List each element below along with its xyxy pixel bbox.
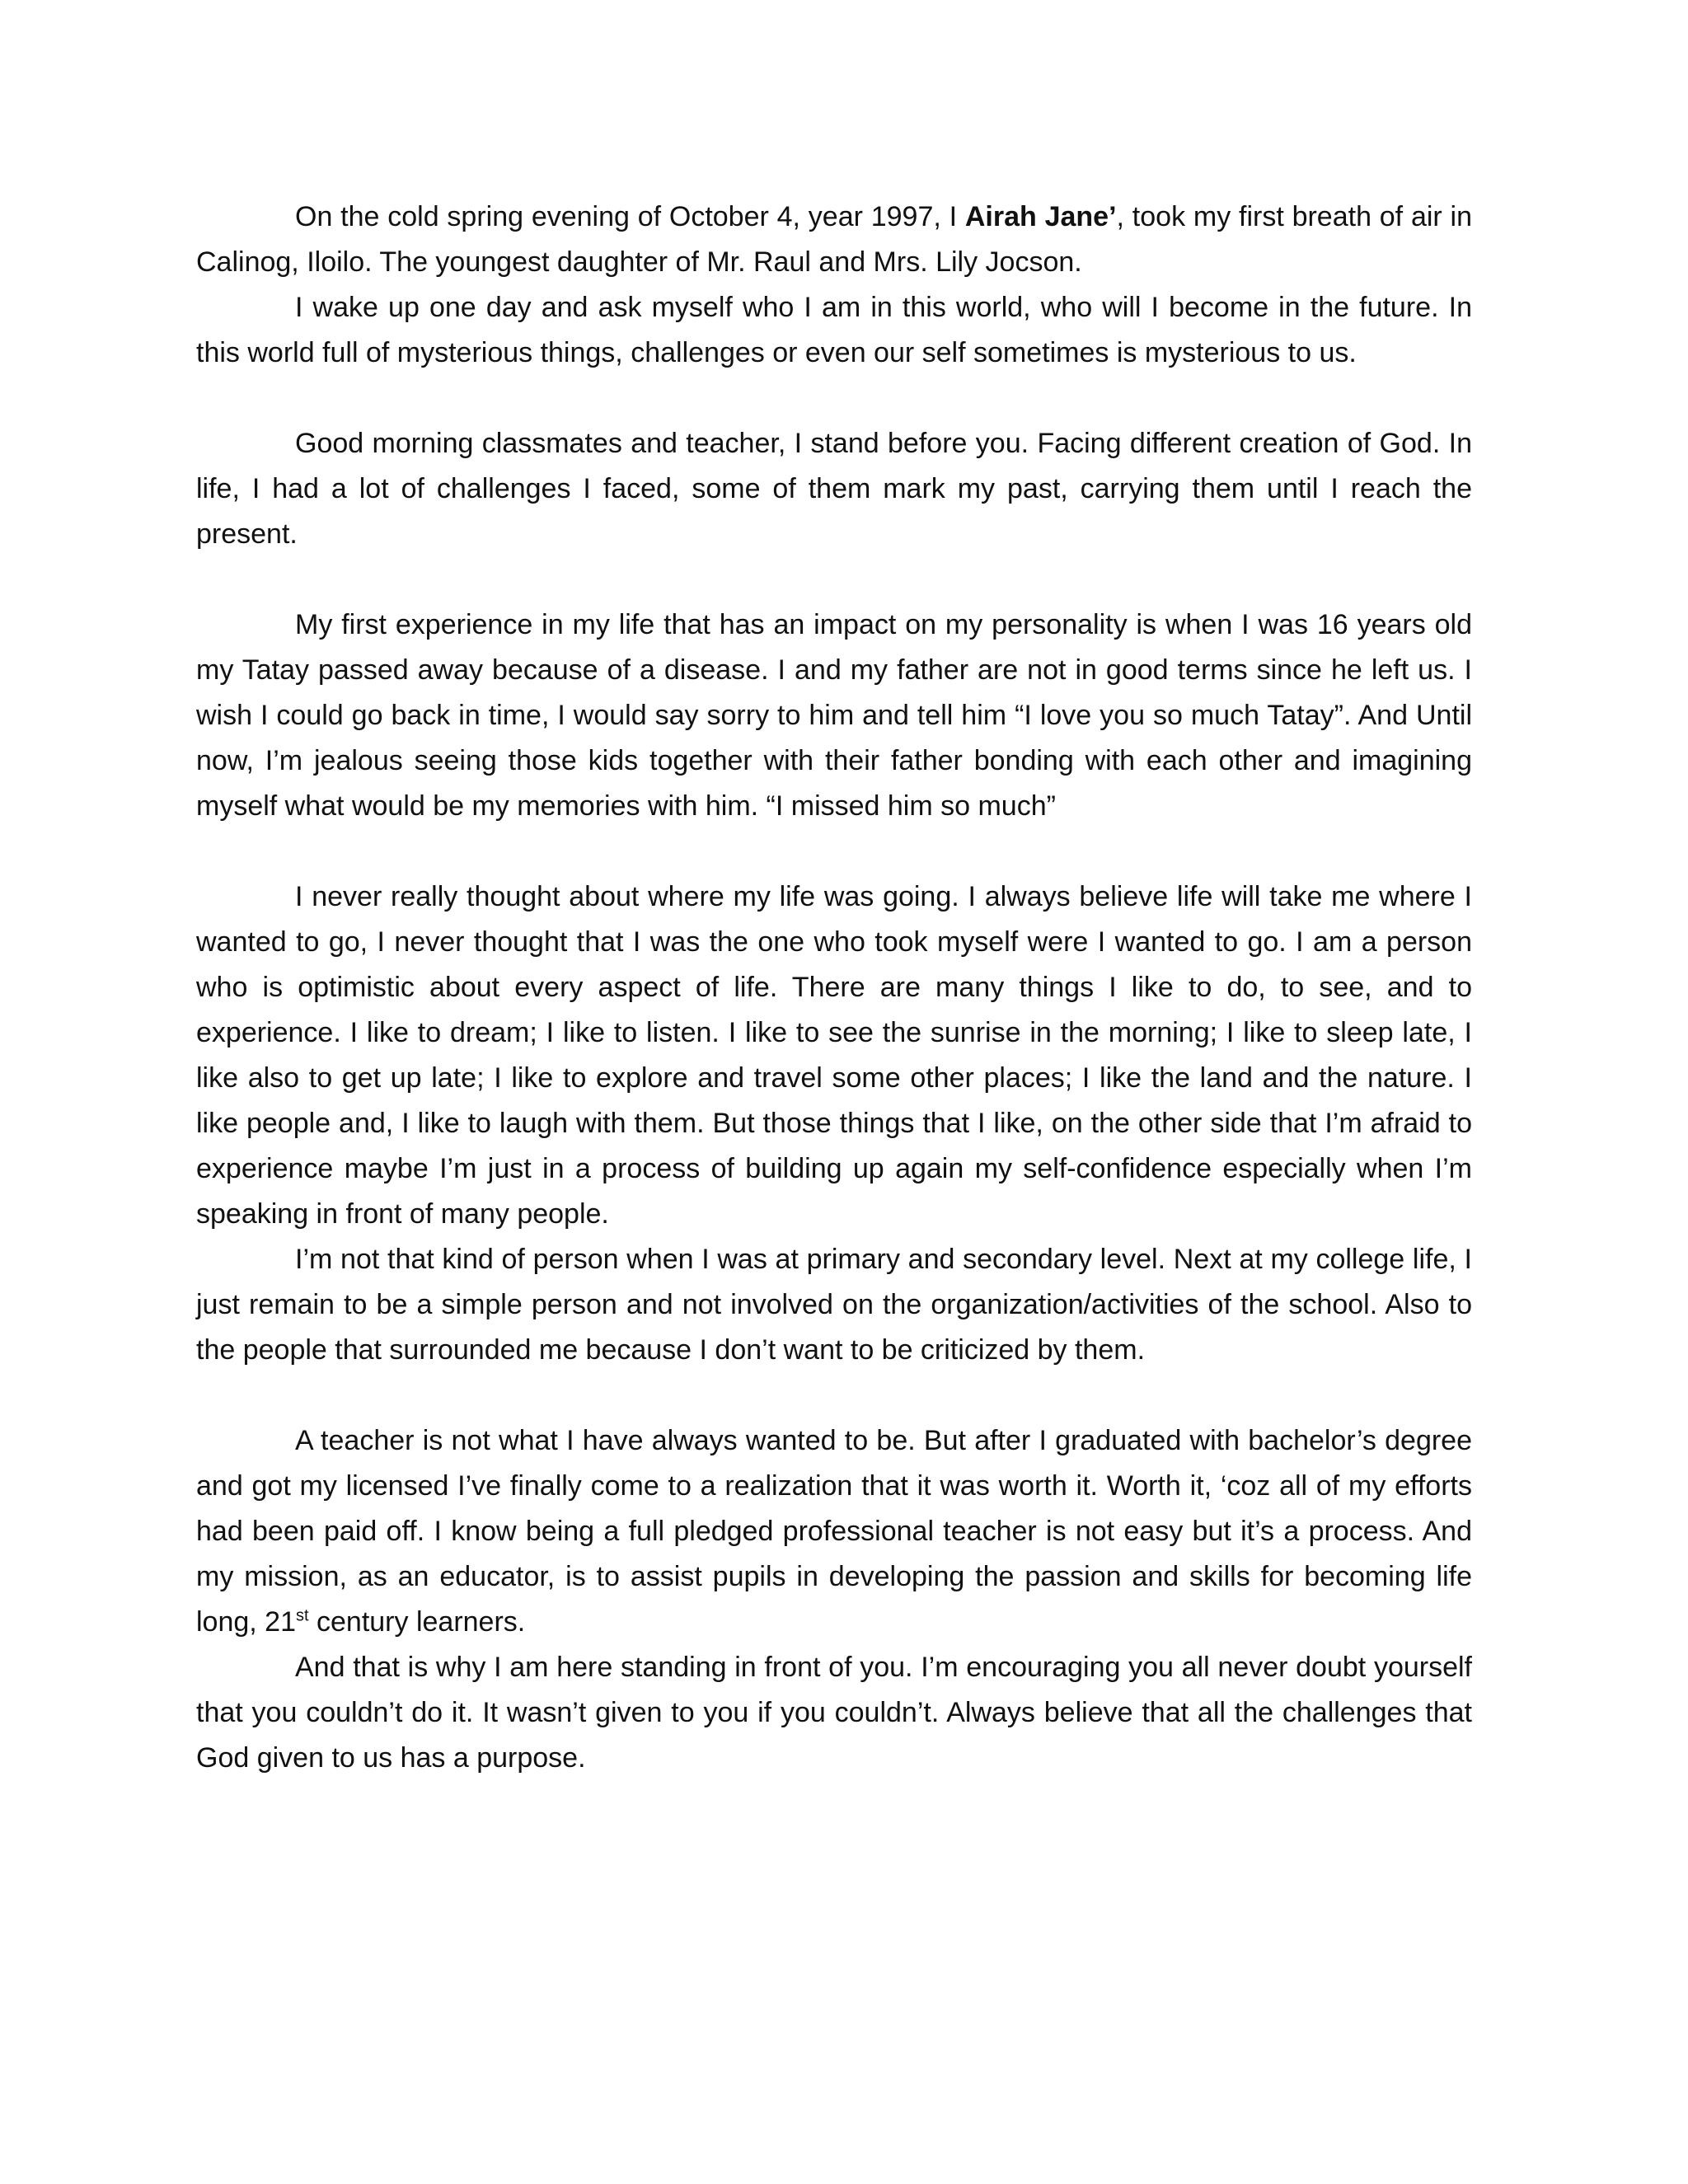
paragraph-teacher-end: century learners. bbox=[308, 1606, 526, 1638]
paragraph-birth bbox=[196, 194, 1472, 285]
author-name: Airah Jane’ bbox=[964, 201, 1117, 232]
paragraph-spacer bbox=[196, 376, 1472, 421]
paragraph-teacher-text: A teacher is not what I have always wanted to be. But after I graduated with bachelor’s degree and got my licensed I’ve finally come to a realization that it was worth it. Worth it, ‘coz all of my efforts had been paid off. I know being a full pledged professional teacher is not easy but it’s a process. And my mission, as an educator, is to assist pupils in developing the passion and skills for becoming life long, 21 bbox=[196, 1425, 1472, 1638]
paragraph-greeting: Good morning classmates and teacher, I stand before you. Facing different creation of God. In life, I had a lot of challenges I faced, some of them mark my past, carrying them until I reach the present. bbox=[196, 428, 1472, 550]
document-body bbox=[196, 194, 1472, 1781]
paragraph-first-experience: My first experience in my life that has an impact on my personality is when I was 16 years old my Tatay passed away because of a disease. I and my father are not in good terms since he left us. I wish I could go back in time, I would say sorry to him and tell him “I love you so much Tatay”. And Until now, I’m jealous seeing those kids together with their father bonding with each other and imagining myself what would be my memories with him. “I missed him so much” bbox=[196, 609, 1472, 822]
paragraph-closing: And that is why I am here standing in front of you. I’m encouraging you all never doubt yourself that you couldn’t do it. It wasn’t given to you if you couldn’t. Always believe that all the challenges that God given to us has a purpose. bbox=[196, 1652, 1472, 1774]
paragraph-birth-rest: , took my first breath of air in Calinog, Iloilo. The youngest daughter of Mr. Raul and Mrs. Lily Jocson. bbox=[196, 201, 1472, 278]
paragraph-spacer bbox=[196, 557, 1472, 602]
paragraph-reflection: I wake up one day and ask myself who I am in this world, who will I become in the future. In this world full of mysterious things, challenges or even our self sometimes is mysterious to us. bbox=[196, 292, 1472, 368]
paragraph-life-direction: I never really thought about where my life was going. I always believe life will take me where I wanted to go, I never thought that I was the one who took myself were I wanted to go. I am a person who is optimistic about every aspect of life. There are many things I like to do, to see, and to experience. I like to dream; I like to listen. I like to see the sunrise in the morning; I like to sleep late, I like also to get up late; I like to explore and travel some other places; I like the land and the nature. I like people and, I like to laugh with them. But those things that I like, on the other side that I’m afraid to experience maybe I’m just in a process of building up again my self-confidence especially when I’m speaking in front of many people. bbox=[196, 881, 1472, 1230]
paragraph-teacher bbox=[196, 1418, 1472, 1645]
paragraph-spacer bbox=[196, 1373, 1472, 1418]
paragraph-birth-intro: On the cold spring evening of October 4, year 1997, I bbox=[295, 201, 965, 232]
paragraph-school-life: I’m not that kind of person when I was at primary and secondary level. Next at my college life, I just remain to be a simple person and not involved on the organization/activities of the school. Also to the people that surrounded me because I don’t want to be criticized by them. bbox=[196, 1244, 1472, 1366]
paragraph-spacer bbox=[196, 829, 1472, 874]
ordinal-suffix: st bbox=[296, 1606, 309, 1625]
